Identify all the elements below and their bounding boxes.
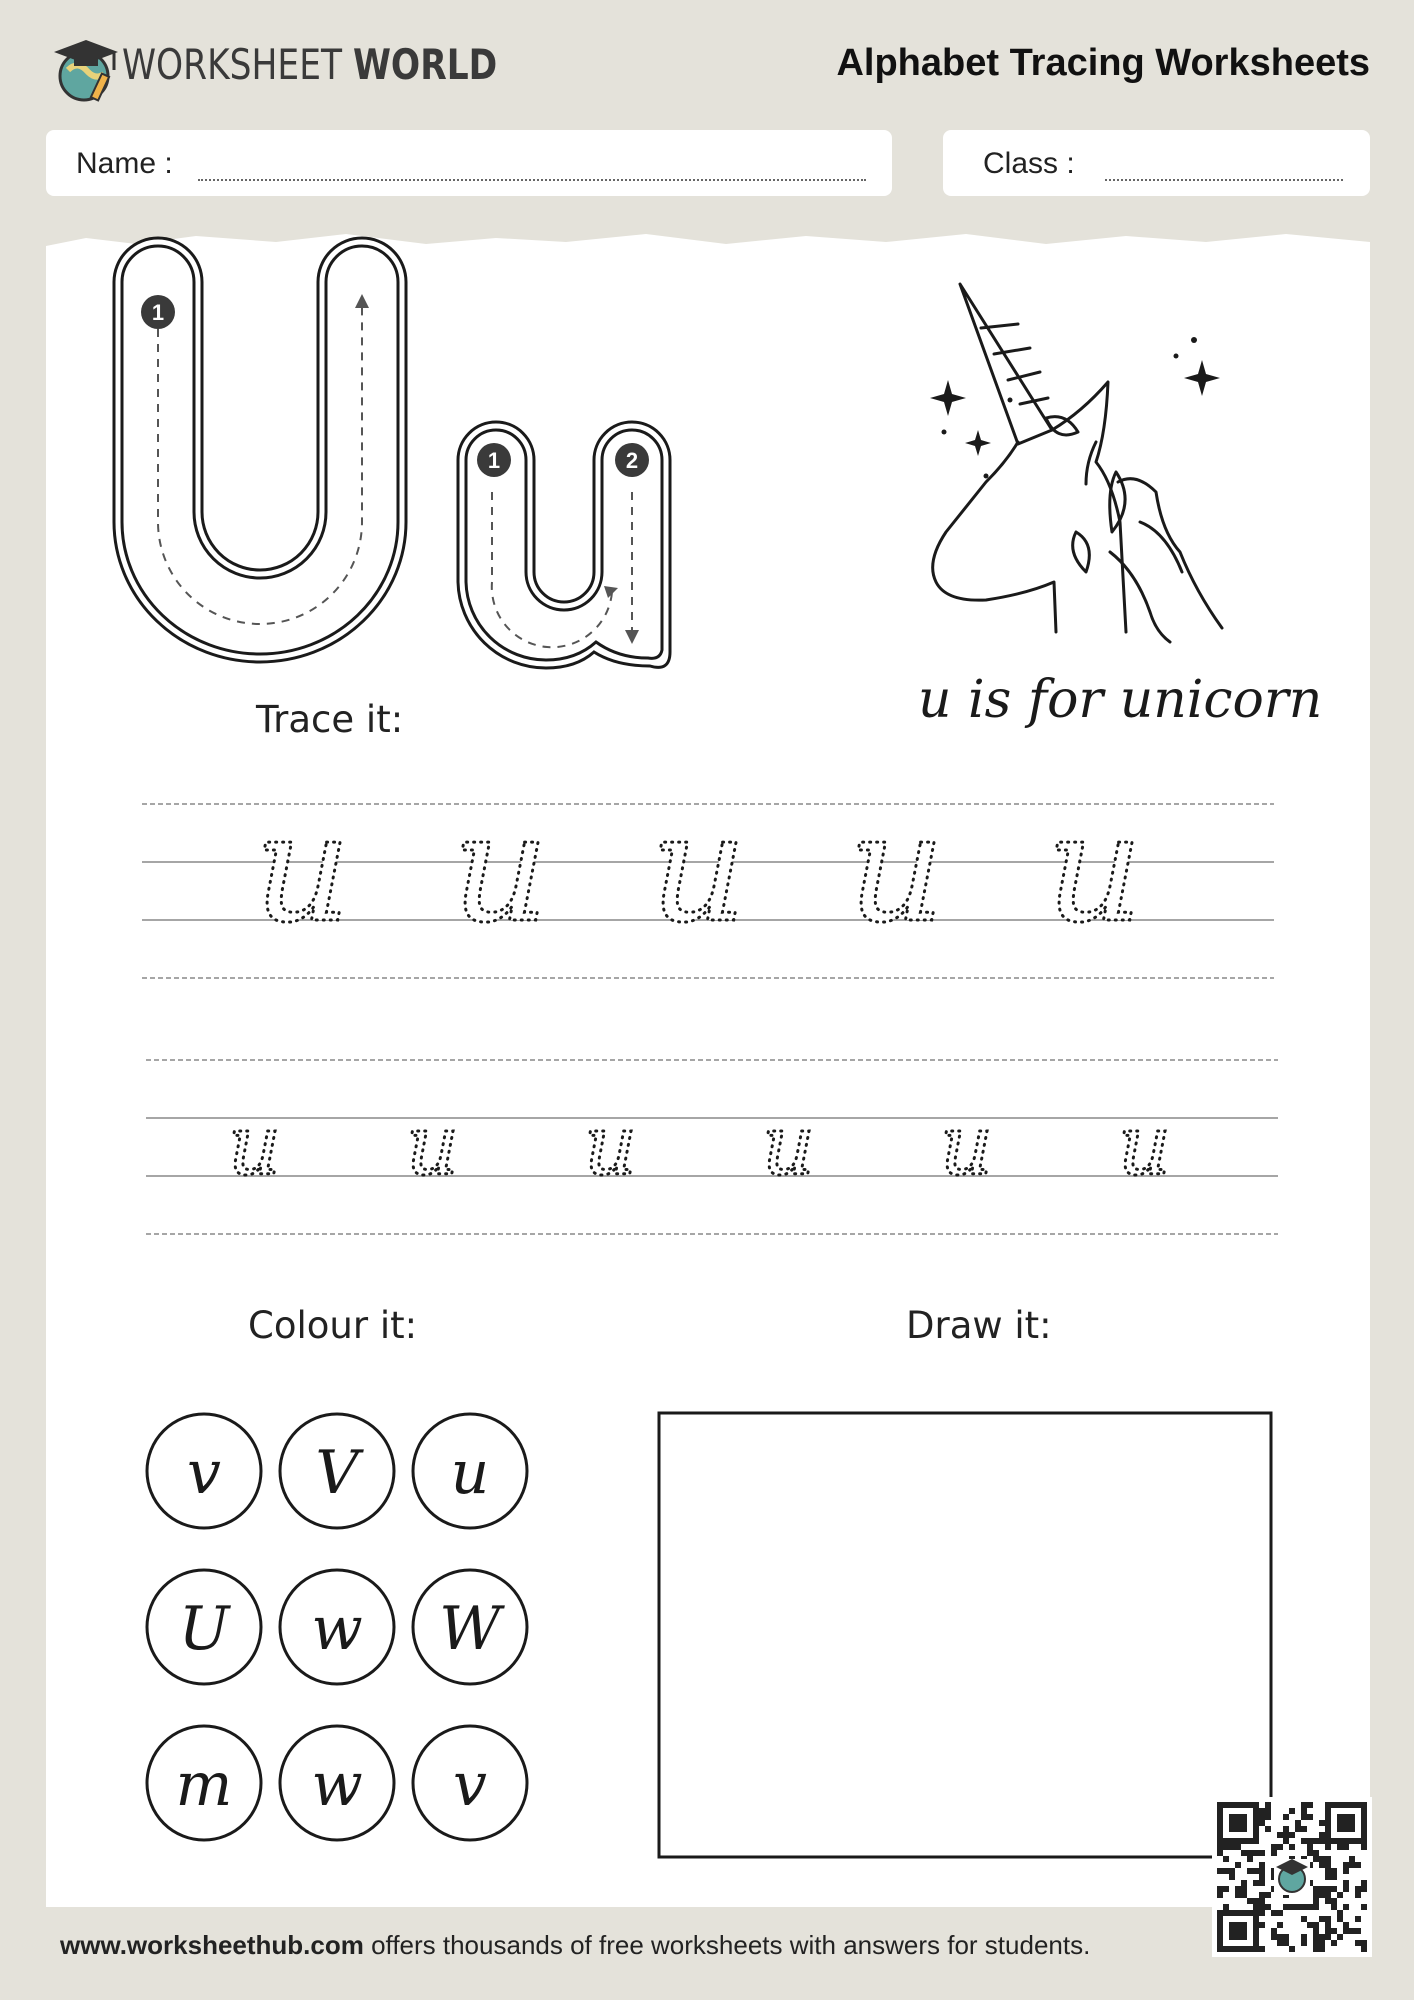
- trace-it-label: Trace it:: [256, 698, 404, 741]
- trace-letter-2-3: u: [584, 1099, 637, 1194]
- trace-letter-1-5: u: [1046, 782, 1143, 956]
- name-writing-line[interactable]: [198, 179, 866, 181]
- brand-name-light: WORKSHEET: [122, 40, 353, 89]
- lowercase-stroke-2-number: 2: [625, 448, 639, 473]
- colour-letter-2: V: [315, 1438, 359, 1508]
- colour-it-grid: [147, 1414, 527, 1840]
- footer-text: [60, 1930, 1090, 1961]
- colour-letter-1: v: [187, 1438, 221, 1508]
- uppercase-stroke-1-number: 1: [151, 300, 165, 325]
- footer-message: offers thousands of free worksheets with answers for students.: [363, 1930, 1091, 1960]
- trace-letter-1-3: u: [650, 782, 747, 956]
- worksheet-artwork: [46, 232, 1370, 1907]
- colour-letter-8: w: [311, 1750, 363, 1820]
- colour-letter-3: u: [450, 1438, 490, 1508]
- trace-letter-2-4: u: [762, 1099, 815, 1194]
- page-title: Alphabet Tracing Worksheets: [836, 42, 1370, 84]
- brand-name-bold: WORLD: [352, 40, 498, 89]
- colour-letter-7: m: [175, 1750, 233, 1820]
- class-writing-line[interactable]: [1105, 179, 1343, 181]
- worksheet-panel: [46, 232, 1370, 1907]
- trace-letter-2-2: u: [406, 1099, 459, 1194]
- draw-it-label: Draw it:: [906, 1304, 1052, 1347]
- trace-letter-1-2: u: [452, 782, 549, 956]
- colour-letter-5: w: [311, 1594, 363, 1664]
- logo-icon: [48, 30, 128, 110]
- class-label: Class :: [983, 147, 1075, 180]
- trace-letter-2-5: u: [940, 1099, 993, 1194]
- lowercase-stroke-1-number: 1: [487, 448, 501, 473]
- trace-letter-2-1: u: [228, 1099, 281, 1194]
- name-field[interactable]: [46, 130, 892, 196]
- colour-letter-4: U: [178, 1594, 230, 1664]
- class-field[interactable]: [943, 130, 1370, 196]
- colour-letter-6: W: [439, 1594, 501, 1664]
- qr-code-icon: [1212, 1797, 1372, 1957]
- footer-site-link[interactable]: www.worksheethub.com: [60, 1930, 364, 1960]
- trace-letter-1-4: u: [848, 782, 945, 956]
- colour-it-label: Colour it:: [248, 1304, 418, 1347]
- picture-caption: u is for unicorn: [918, 670, 1323, 730]
- draw-it-box: [659, 1413, 1271, 1857]
- brand-name: [122, 40, 497, 89]
- colour-letter-9: v: [453, 1750, 487, 1820]
- name-label: Name :: [76, 147, 173, 180]
- trace-letter-1-1: u: [254, 782, 351, 956]
- trace-letter-2-6: u: [1118, 1099, 1171, 1194]
